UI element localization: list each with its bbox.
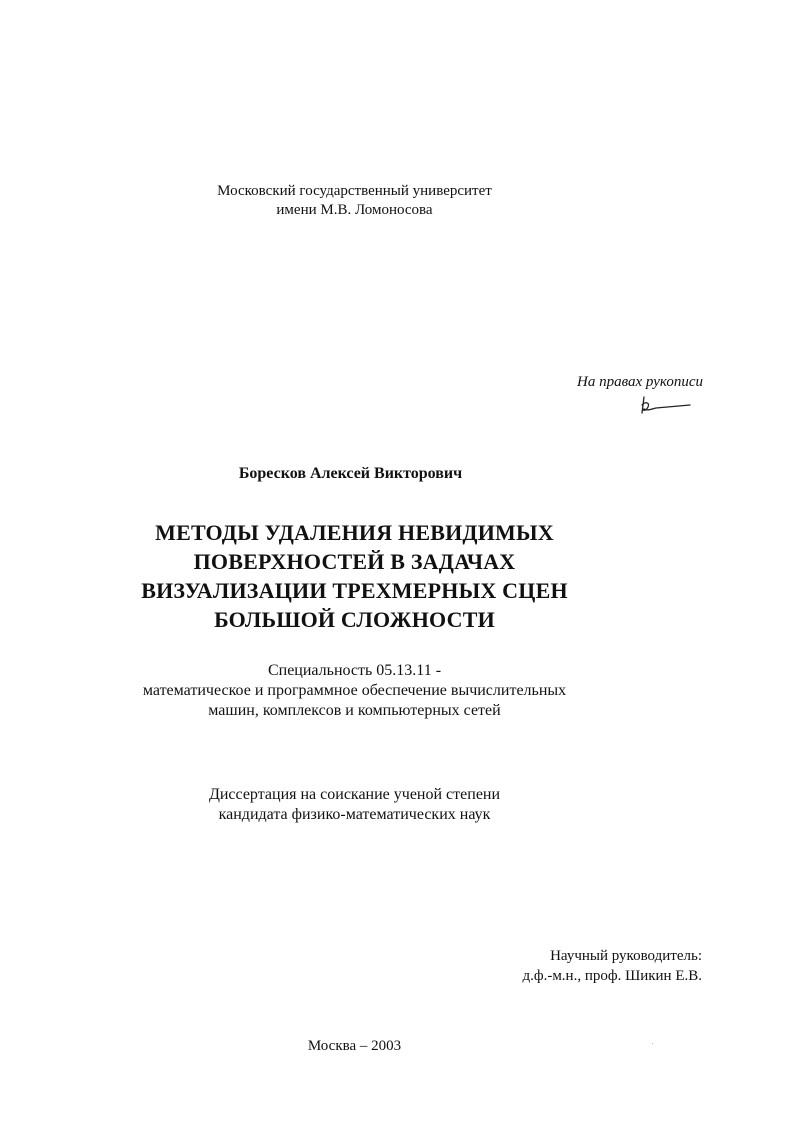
signature-icon xyxy=(634,393,694,417)
title-line: МЕТОДЫ УДАЛЕНИЯ НЕВИДИМЫХ xyxy=(155,520,554,545)
scan-speck xyxy=(652,1043,653,1044)
specialty-description-cont: машин, комплексов и компьютерных сетей xyxy=(208,702,501,719)
specialty-description: математическое и программное обеспечение вычислительных xyxy=(142,682,567,699)
title-line: БОЛЬШОЙ СЛОЖНОСТИ xyxy=(214,607,495,632)
title-line: ПОВЕРХНОСТЕЙ В ЗАДАЧАХ xyxy=(193,549,516,574)
degree-block xyxy=(0,785,751,825)
city-year: Москва – 2003 xyxy=(307,1038,402,1054)
supervisor-name: д.ф.-м.н., проф. Шикин Е.В. xyxy=(522,968,702,984)
degree-name: кандидата физико-математических наук xyxy=(218,806,491,823)
institution-block xyxy=(0,182,751,220)
author-name: Боресков Алексей Викторович xyxy=(238,465,463,482)
title-line: ВИЗУАЛИЗАЦИИ ТРЕХМЕРНЫХ СЦЕН xyxy=(141,578,568,603)
specialty-block xyxy=(0,661,751,721)
supervisor-block xyxy=(440,946,702,986)
dissertation-title xyxy=(0,518,751,634)
manuscript-note: На правах рукописи xyxy=(577,374,703,390)
specialty-code: Специальность 05.13.11 - xyxy=(267,662,442,679)
degree-purpose: Диссертация на соискание ученой степени xyxy=(208,786,501,803)
institution-named-after: имени М.В. Ломоносова xyxy=(276,202,433,218)
institution-name: Московский государственный университет xyxy=(217,183,492,199)
supervisor-label: Научный руководитель: xyxy=(550,948,702,964)
